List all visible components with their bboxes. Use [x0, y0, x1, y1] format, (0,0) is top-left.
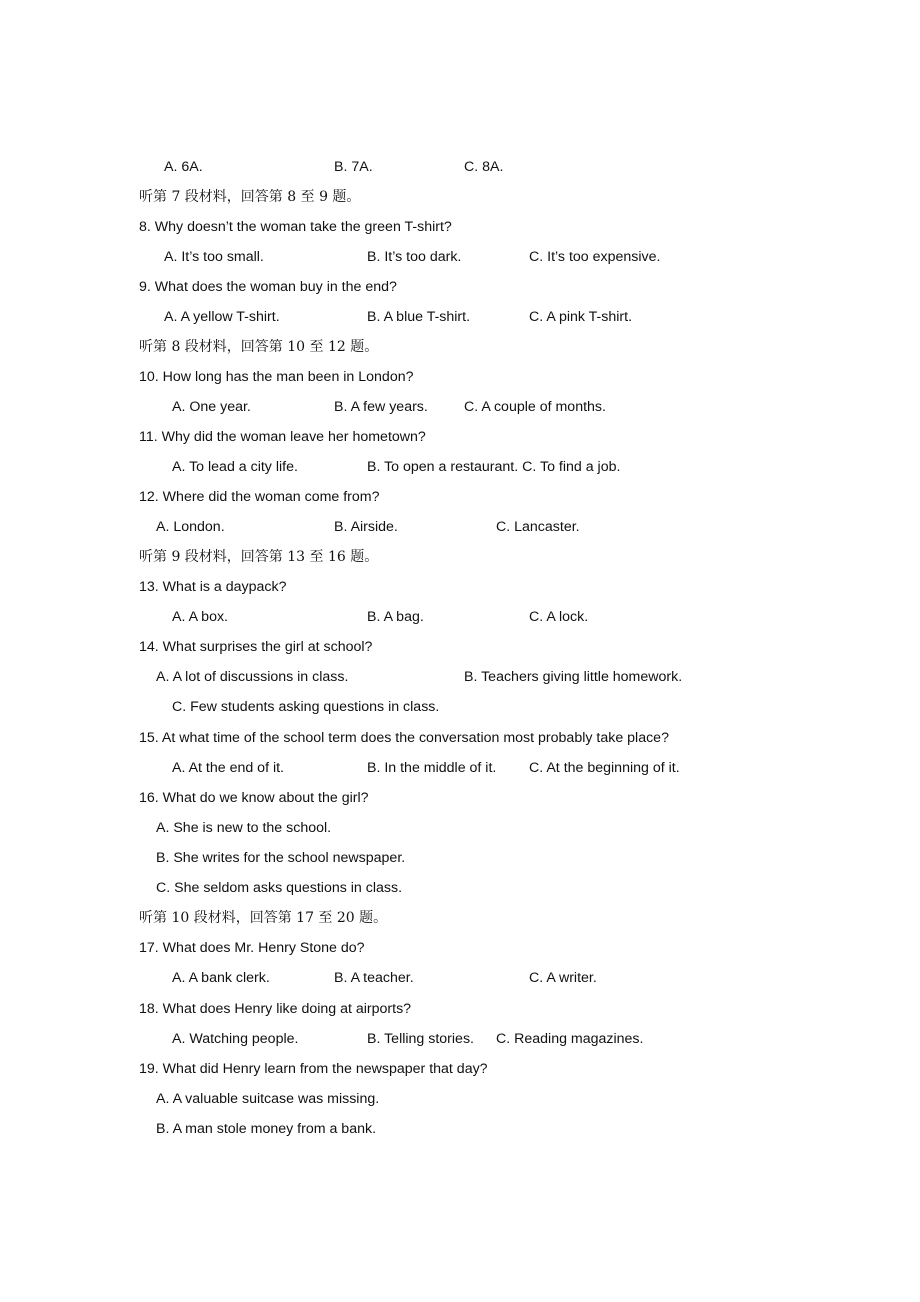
question-18: 18. What does Henry like doing at airports? — [139, 1001, 412, 1017]
q18-option-b: B. Telling stories. — [367, 1031, 474, 1047]
question-19: 19. What did Henry learn from the newspaper that day? — [139, 1061, 488, 1077]
q16-option-c: C. She seldom asks questions in class. — [156, 880, 403, 896]
question-15: 15. At what time of the school term does the conversation most probably take place? — [139, 730, 669, 746]
q8-option-b: B. It’s too dark. — [367, 249, 462, 265]
q16-option-b: B. She writes for the school newspaper. — [156, 850, 406, 866]
section-8-heading: 听第 8 段材料，回答第 10 至 12 题。 — [139, 339, 379, 355]
q11-option-bc: B. To open a restaurant. C. To find a job. — [367, 459, 621, 475]
q8-option-a: A. It’s too small. — [164, 249, 264, 265]
q16-option-a: A. She is new to the school. — [156, 820, 332, 836]
q12-option-b: B. Airside. — [334, 519, 398, 535]
q19-option-a: A. A valuable suitcase was missing. — [156, 1091, 380, 1107]
q14-option-a: A. A lot of discussions in class. — [156, 669, 349, 685]
q10-option-b: B. A few years. — [334, 399, 428, 415]
q17-option-c: C. A writer. — [529, 970, 597, 986]
question-9: 9. What does the woman buy in the end? — [139, 279, 397, 295]
q7-option-b: B. 7A. — [334, 159, 373, 175]
q13-option-a: A. A box. — [172, 609, 229, 625]
q9-option-a: A. A yellow T-shirt. — [164, 309, 280, 325]
question-8: 8. Why doesn’t the woman take the green T-shirt? — [139, 219, 452, 235]
section-9-heading: 听第 9 段材料，回答第 13 至 16 题。 — [139, 549, 379, 565]
q10-option-a: A. One year. — [172, 399, 251, 415]
q10-option-c: C. A couple of months. — [464, 399, 606, 415]
q15-option-b: B. In the middle of it. — [367, 760, 497, 776]
question-11: 11. Why did the woman leave her hometown? — [139, 429, 426, 445]
q14-option-c: C. Few students asking questions in class. — [172, 699, 440, 715]
section-10-heading: 听第 10 段材料，回答第 17 至 20 题。 — [139, 910, 388, 926]
q15-option-a: A. At the end of it. — [172, 760, 284, 776]
question-17: 17. What does Mr. Henry Stone do? — [139, 940, 365, 956]
q9-option-c: C. A pink T-shirt. — [529, 309, 633, 325]
q7-option-c: C. 8A. — [464, 159, 504, 175]
q18-option-a: A. Watching people. — [172, 1031, 299, 1047]
question-13: 13. What is a daypack? — [139, 579, 287, 595]
question-10: 10. How long has the man been in London? — [139, 369, 414, 385]
q17-option-a: A. A bank clerk. — [172, 970, 270, 986]
q8-option-c: C. It’s too expensive. — [529, 249, 661, 265]
q15-option-c: C. At the beginning of it. — [529, 760, 680, 776]
q13-option-c: C. A lock. — [529, 609, 589, 625]
question-16: 16. What do we know about the girl? — [139, 790, 369, 806]
q14-option-b: B. Teachers giving little homework. — [464, 669, 683, 685]
q18-option-c: C. Reading magazines. — [496, 1031, 644, 1047]
q12-option-c: C. Lancaster. — [496, 519, 580, 535]
q7-option-a: A. 6A. — [164, 159, 203, 175]
question-14: 14. What surprises the girl at school? — [139, 639, 373, 655]
section-7-heading: 听第 7 段材料，回答第 8 至 9 题。 — [139, 189, 361, 205]
q11-option-a: A. To lead a city life. — [172, 459, 298, 475]
question-12: 12. Where did the woman come from? — [139, 489, 380, 505]
q9-option-b: B. A blue T-shirt. — [367, 309, 471, 325]
q19-option-b: B. A man stole money from a bank. — [156, 1121, 377, 1137]
q13-option-b: B. A bag. — [367, 609, 424, 625]
q17-option-b: B. A teacher. — [334, 970, 414, 986]
q12-option-a: A. London. — [156, 519, 225, 535]
